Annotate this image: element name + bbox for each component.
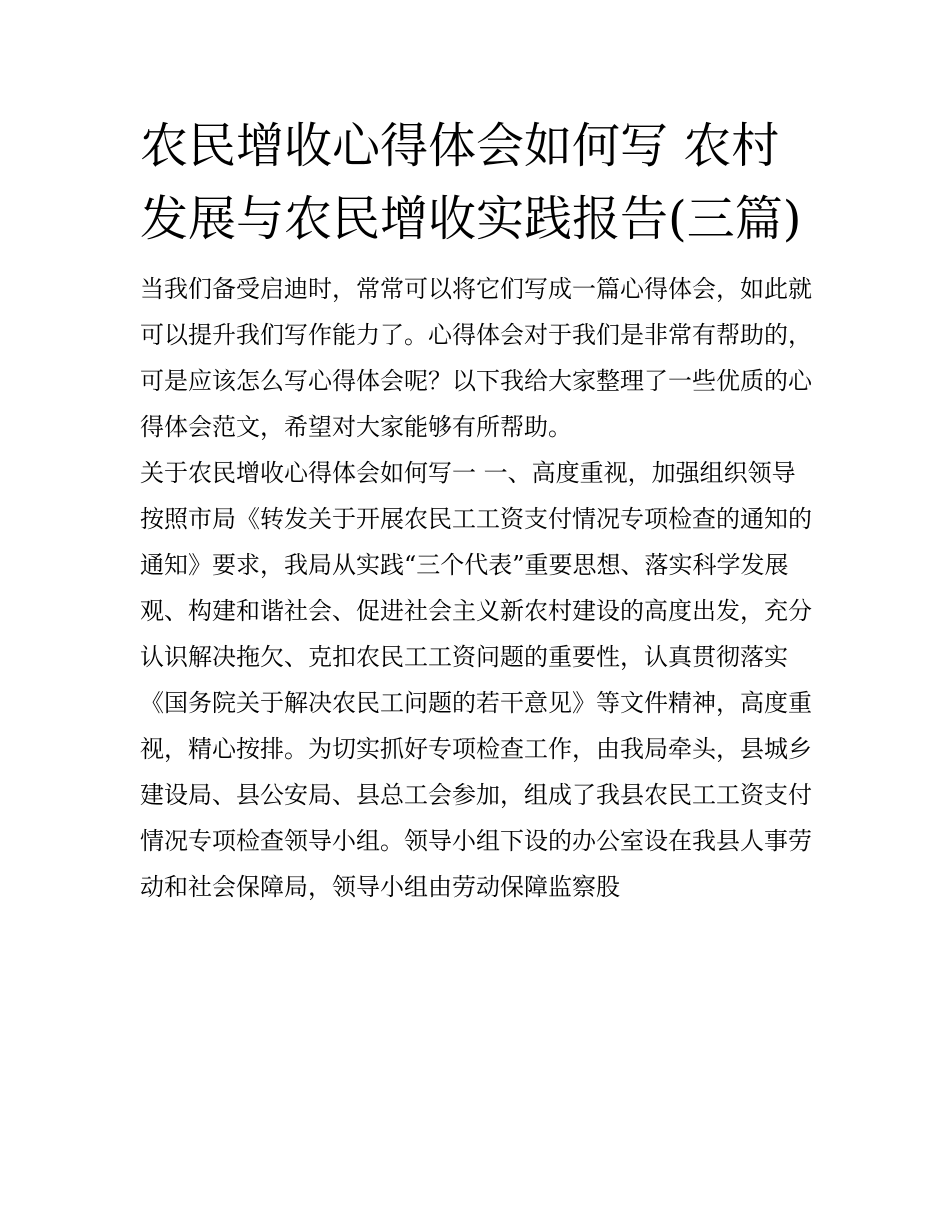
- intro-paragraph: 当我们备受启迪时，常常可以将它们写成一篇心得体会，如此就可以提升我们写作能力了。心得体会对于我们是非常有帮助的，可是应该怎么写心得体会呢？以下我给大家整理了一些优质的心得体会范文，希望对大家能够有所帮助。: [140, 275, 812, 441]
- body-paragraph: 按照市局《转发关于开展农民工工资支付情况专项检查的通知的通知》要求，我局从实践“三个代表”重要思想、落实科学发展观、构建和谐社会、促进社会主义新农村建设的高度出发，充分认识解决拖欠、克扣农民工工资问题的重要性，认真贯彻落实《国务院关于解决农民工问题的若干意见》等文件精神，高度重视，精心按排。为切实抓好专项检查工作，由我局牵头，县城乡建设局、县公安局、县总工会参加，组成了我县农民工工资支付情况专项检查领导小组。领导小组下设的办公室设在我县人事劳动和社会保障局，领导小组由劳动保障监察股: [140, 505, 812, 901]
- document-title: 农民增收心得体会如何写 农村发展与农民增收实践报告(三篇): [140, 118, 802, 247]
- document-page: [140, 110, 812, 910]
- section-heading-paragraph: 关于农民增收心得体会如何写一 一、高度重视，加强组织领导: [140, 459, 796, 487]
